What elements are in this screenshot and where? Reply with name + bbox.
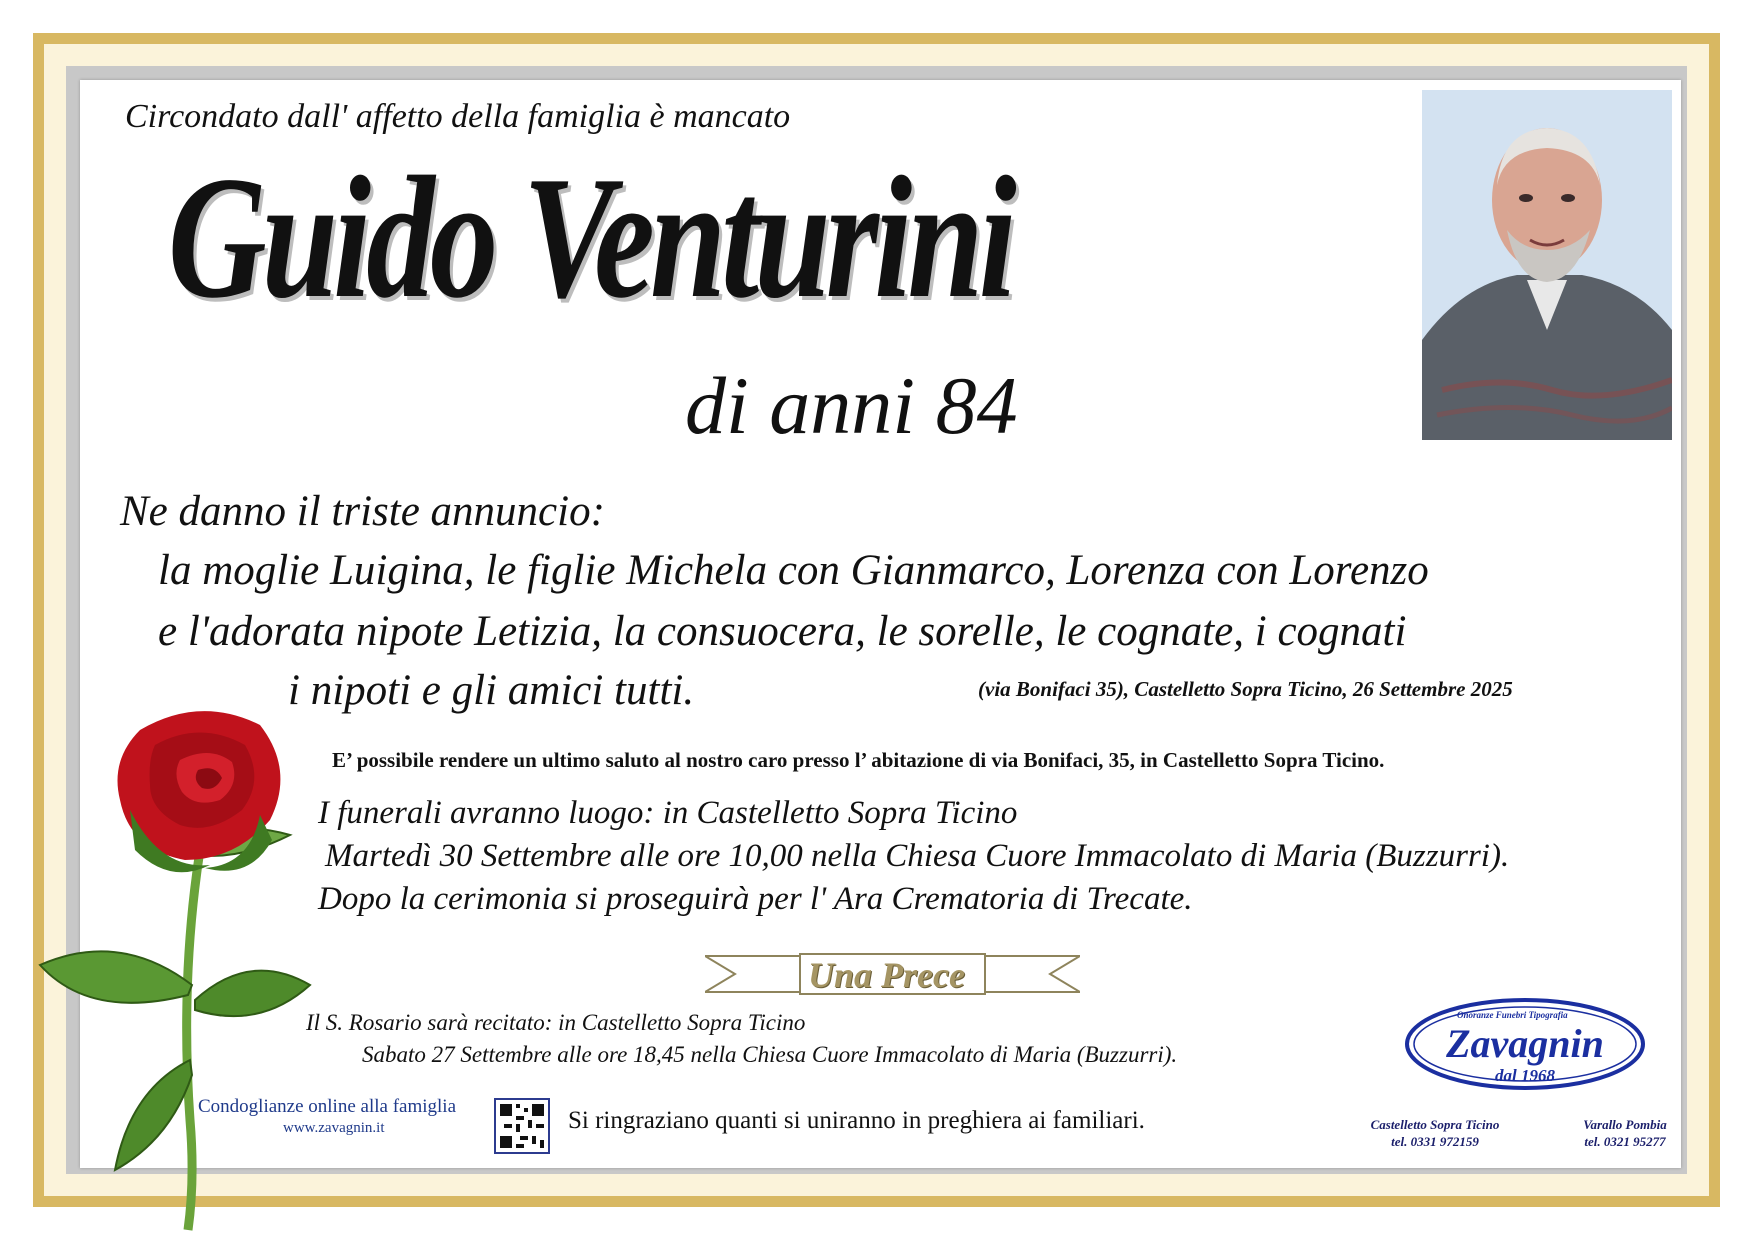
prayer-banner-text: Una Prece (808, 955, 965, 995)
funeral-home-logo (1402, 996, 1648, 1092)
logo-name: Zavagnin (1446, 1021, 1604, 1066)
announcement-title: Ne danno il triste annuncio: (120, 488, 605, 535)
online-condolences-label: Condoglianze online alla famiglia (198, 1096, 457, 1117)
portrait-photo (1422, 90, 1672, 440)
funeral-line-2: Martedì 30 Settembre alle ore 10,00 nella Chiesa Cuore Immacolato di Maria (Buzzurri). (325, 838, 1510, 874)
funeral-line-3: Dopo la cerimonia si proseguirà per l' Ara Crematoria di Trecate. (318, 881, 1193, 917)
rosary-line-2: Sabato 27 Settembre alle ore 18,45 nella Chiesa Cuore Immacolato di Maria (Buzzurri). (362, 1042, 1178, 1067)
rosary-line-1: Il S. Rosario sarà recitato: in Castelletto Sopra Ticino (306, 1010, 806, 1035)
logo-since: dal 1968 (1495, 1066, 1555, 1085)
funeral-line-1: I funerali avranno luogo: in Castelletto Sopra Ticino (318, 795, 1018, 831)
location-1-city: Castelletto Sopra Ticino (1370, 1117, 1500, 1132)
deceased-name: Guido Venturini (168, 140, 1012, 334)
logo-top-text: Onoranze Funebri Tipografia (1457, 1010, 1568, 1020)
location-2-city: Varallo Pombia (1583, 1117, 1667, 1132)
red-rose-icon (10, 700, 330, 1240)
portrait-illustration (1422, 90, 1672, 440)
family-line-3: i nipoti e gli amici tutti. (288, 667, 695, 714)
online-condolences-url[interactable]: www.zavagnin.it (283, 1120, 385, 1136)
qr-code-icon[interactable] (494, 1098, 550, 1154)
location-1-phone: tel. 0331 972159 (1391, 1134, 1479, 1149)
qr-pattern (496, 1100, 548, 1152)
location-2-phone: tel. 0321 95277 (1584, 1134, 1666, 1149)
farewell-note: E’ possibile rendere un ultimo saluto al nostro caro presso l’ abitazione di via Bonifaci, 35, in Castelletto Sopra Ticino. (332, 748, 1385, 772)
thanks-text: Si ringraziano quanti si uniranno in preghiera ai familiari. (568, 1107, 1145, 1134)
place-and-date: (via Bonifaci 35), Castelletto Sopra Ticino, 26 Settembre 2025 (978, 677, 1513, 701)
family-line-1: la moglie Luigina, le figlie Michela con Gianmarco, Lorenza con Lorenzo (158, 547, 1429, 594)
family-line-2: e l'adorata nipote Letizia, la consuocera, le sorelle, le cognate, i cognati (158, 608, 1407, 655)
intro-text: Circondato dall' affetto della famiglia è mancato (125, 98, 791, 135)
deceased-age: di anni 84 (685, 360, 1018, 451)
